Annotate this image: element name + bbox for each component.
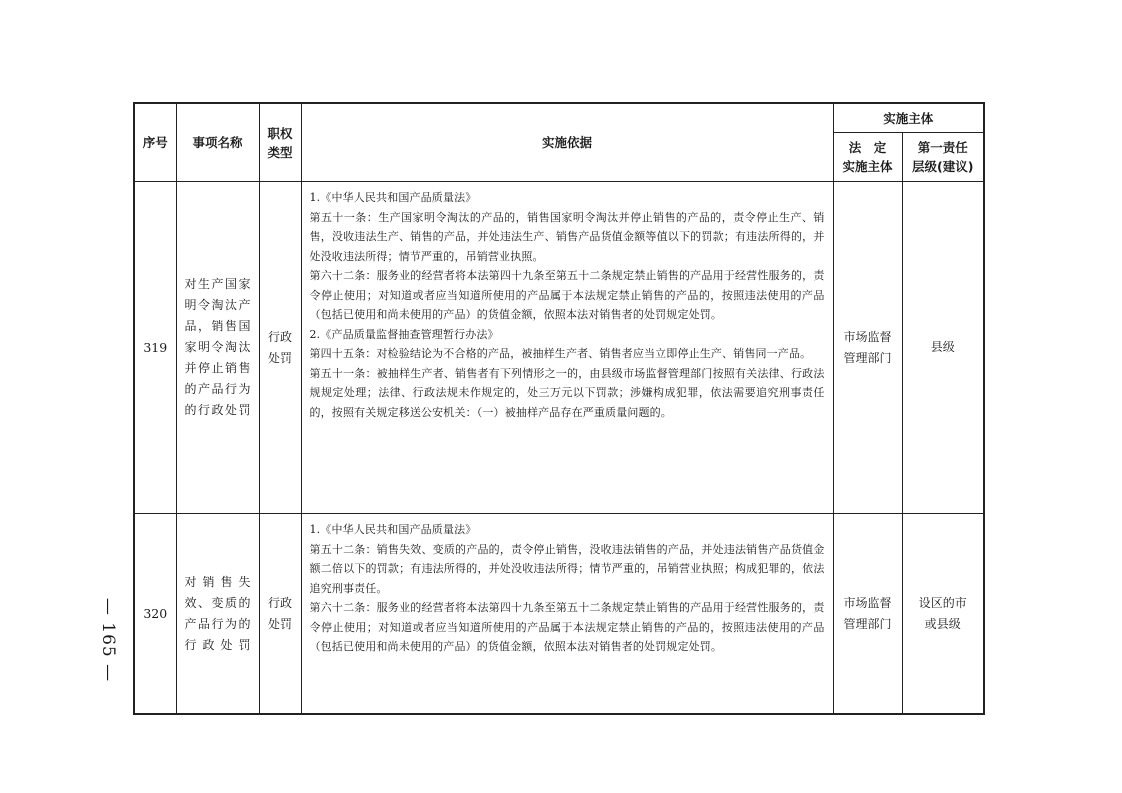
- header-legal-body-line1: 法 定: [848, 140, 887, 155]
- row-number: 320: [134, 514, 176, 715]
- first-level-text: 设区的市或县级: [918, 595, 967, 631]
- authority-type: [259, 514, 301, 715]
- basis-paragraph: 第六十二条：服务业的经营者将本法第四十九条至第五十二条规定禁止销售的产品用于经营性服务的，责令停止使用；对知道或者应当知道所使用的产品属于本法规定禁止销售的产品的，按照违法使用的产品（包括已使用和尚未使用的产品）的货值金额，依照本法对销售者的处罚规定处罚。: [309, 269, 825, 321]
- header-no: 序号: [134, 103, 176, 182]
- basis-paragraph: 1.《中华人民共和国产品质量法》: [309, 523, 477, 536]
- header-first-level-line1: 第一责任: [917, 140, 968, 155]
- legal-basis: [301, 514, 833, 715]
- header-legal-body: [833, 133, 902, 182]
- legal-body-text: 市场监督管理部门: [843, 595, 892, 631]
- item-name: 对销售失效、变质的产品行为的行政处罚: [176, 514, 259, 715]
- authority-type: [259, 182, 301, 514]
- first-level: [902, 514, 984, 715]
- page-number: [88, 590, 128, 690]
- header-body-group: 实施主体: [833, 103, 984, 133]
- basis-paragraph: 第五十二条：销售失效、变质的产品的，责令停止销售，没收违法销售的产品，并处违法销售产品货值金额二倍以下的罚款；有违法所得的，并处没收违法所得；情节严重的，吊销营业执照；构成犯罪的，依法追究刑事责任。: [309, 542, 825, 595]
- header-type-line2: 类型: [267, 144, 293, 160]
- header-basis: 实施依据: [301, 103, 833, 182]
- legal-basis: [301, 182, 833, 514]
- first-level: 县级: [902, 182, 984, 514]
- header-first-level: [902, 133, 984, 182]
- legal-body-text: 市场监督管理部门: [843, 329, 892, 365]
- table-row: [134, 182, 984, 514]
- page-number-text: — 165 —: [98, 597, 119, 683]
- basis-paragraph: 第五十一条：生产国家明令淘汰的产品的，销售国家明令淘汰并停止销售的产品的，责令停止生产、销售，没收违法生产、销售的产品，并处违法生产、销售产品货值金额等值以下的罚款；有违法所得的，并处没收违法所得；情节严重的，吊销营业执照。: [309, 210, 825, 263]
- enforcement-table: [133, 102, 985, 715]
- header-first-level-line2: 层级(建议): [912, 159, 974, 174]
- basis-paragraph: 第五十一条：被抽样生产者、销售者有下列情形之一的，由县级市场监督管理部门按照有关法律、行政法规规定处理；法律、行政法规未作规定的，处三万元以下罚款；涉嫌构成犯罪，依法需要追究刑事责任的，按照有关规定移送公安机关：（一）被抽样产品存在严重质量问题的。: [309, 366, 825, 419]
- basis-paragraph: 2.《产品质量监督抽查管理暂行办法》: [309, 327, 499, 341]
- legal-body: [833, 514, 902, 715]
- header-row-top: [134, 103, 984, 133]
- header-legal-body-line2: 实施主体: [842, 159, 893, 174]
- item-name: 对生产国家明令淘汰产品，销售国家明令淘汰并停止销售的产品行为的行政处罚: [176, 182, 259, 514]
- basis-paragraph: 第四十五条：对检验结论为不合格的产品，被抽样生产者、销售者应当立即停止生产、销售同一产品。: [309, 347, 812, 360]
- legal-body: [833, 182, 902, 514]
- header-type: [259, 103, 301, 182]
- header-type-line1: 职权: [267, 125, 293, 141]
- authority-type-text: 行政处罚: [267, 595, 292, 631]
- basis-paragraph: 第六十二条：服务业的经营者将本法第四十九条至第五十二条规定禁止销售的产品用于经营性服务的，责令停止使用；对知道或者应当知道所使用的产品属于本法规定禁止销售的产品的，按照违法使用的产品（包括已使用和尚未使用的产品）的货值金额，依照本法对销售者的处罚规定处罚。: [309, 601, 825, 653]
- authority-type-text: 行政处罚: [267, 329, 292, 365]
- basis-paragraph: 1.《中华人民共和国产品质量法》: [309, 191, 477, 204]
- row-number: 319: [134, 182, 176, 514]
- table-row: [134, 514, 984, 715]
- header-name: 事项名称: [176, 103, 259, 182]
